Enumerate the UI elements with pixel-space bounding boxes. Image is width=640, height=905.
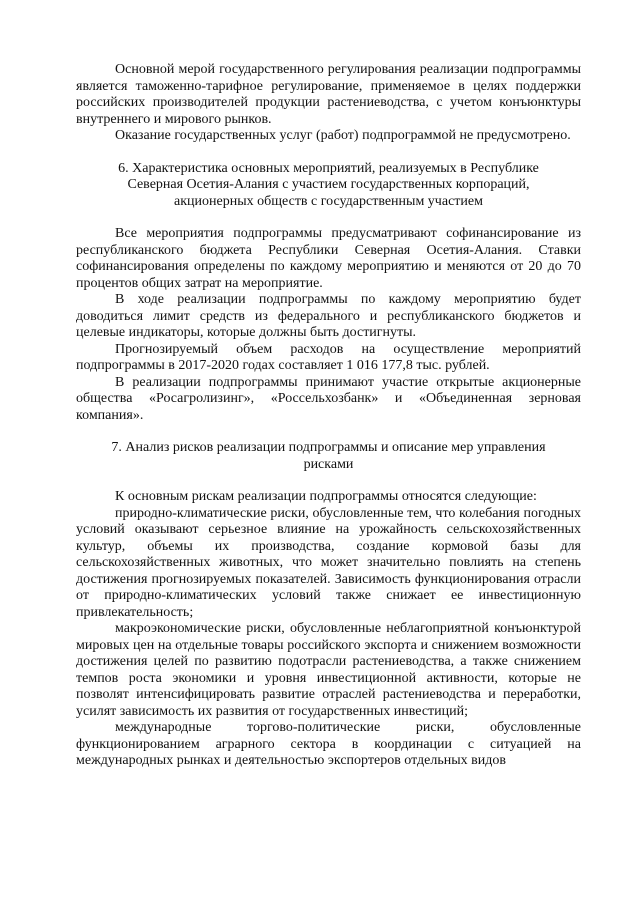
spacer bbox=[76, 473, 581, 489]
section-7-paragraph-3: макроэкономические риски, обусловленные неблагоприятной конъюнктурой мировых цен на отдельные товары российского экспорта и снижением возможности достижения целей по развитию подотрасли растениеводства, а также снижением темпов роста экономики и уровня инвестиционной активности, которые не позволят интенсифицировать развитие отраслей растениеводства и переработки, усилят зависимость их развития от государственных инвестиций; bbox=[76, 621, 581, 719]
section-6-heading: 6. Характеристика основных мероприятий, реализуемых в Республике Северная Осетия-Алания с участием государственных корпораций, акционерных обществ с государственным участием bbox=[118, 160, 539, 209]
section-6-paragraph-2: В ходе реализации подпрограммы по каждому мероприятию будет доводиться лимит средств из федерального и республиканского бюджетов и целевые индикаторы, которые должны быть достигнуты. bbox=[76, 292, 581, 340]
section-6-paragraph-3: Прогнозируемый объем расходов на осуществление мероприятий подпрограммы в 2017-2020 годах составляет 1 016 177,8 тыс. рублей. bbox=[76, 341, 581, 373]
section-7-heading: 7. Анализ рисков реализации подпрограммы и описание мер управления рисками bbox=[111, 440, 546, 472]
section-7-paragraph-4: международные торгово-политические риски, обусловленные функционированием аграрного сектора в координации с ситуацией на международных рынках и деятельностью экспортеров отдельных видов bbox=[76, 720, 581, 768]
section-6-paragraph-1: Все мероприятия подпрограммы предусматривают софинансирование из республиканского бюджета Республики Северная Осетия-Алания. Ставки софинансирования определены по каждому мероприятию и меняются от 20 до 70 процентов общих затрат на мероприятие. bbox=[76, 226, 581, 291]
section-6-paragraph-4: В реализации подпрограммы принимают участие открытые акционерные общества «Росагролизинг», «Россельхозбанк» и «Объединенная зерновая компания». bbox=[76, 374, 581, 423]
intro-paragraph-2: Оказание государственных услуг (работ) подпрограммой не предусмотрено. bbox=[115, 128, 571, 143]
intro-paragraph-1: Основной мерой государственного регулирования реализации подпрограммы является таможенно-тарифное регулирование, применяемое в целях поддержки российских производителей продукции растениеводства, с учетом конъюнктуры внутреннего и мирового рынков. bbox=[76, 62, 581, 127]
document-page bbox=[76, 62, 581, 770]
spacer bbox=[76, 210, 581, 226]
spacer bbox=[76, 424, 581, 440]
section-7-paragraph-2: природно-климатические риски, обусловленные тем, что колебания погодных условий оказывают серьезное влияние на урожайность сельскохозяйственных культур, объемы их производства, создание кормовой базы для сельскохозяйственных животных, что может значительно повлиять на степень достижения прогнозируемых показателей. Зависимость функционирования отрасли от природно-климатических условий также снижает ее инвестиционную привлекательность; bbox=[76, 505, 581, 620]
section-7-paragraph-1: К основным рискам реализации подпрограммы относятся следующие: bbox=[115, 489, 537, 504]
spacer bbox=[76, 145, 581, 161]
